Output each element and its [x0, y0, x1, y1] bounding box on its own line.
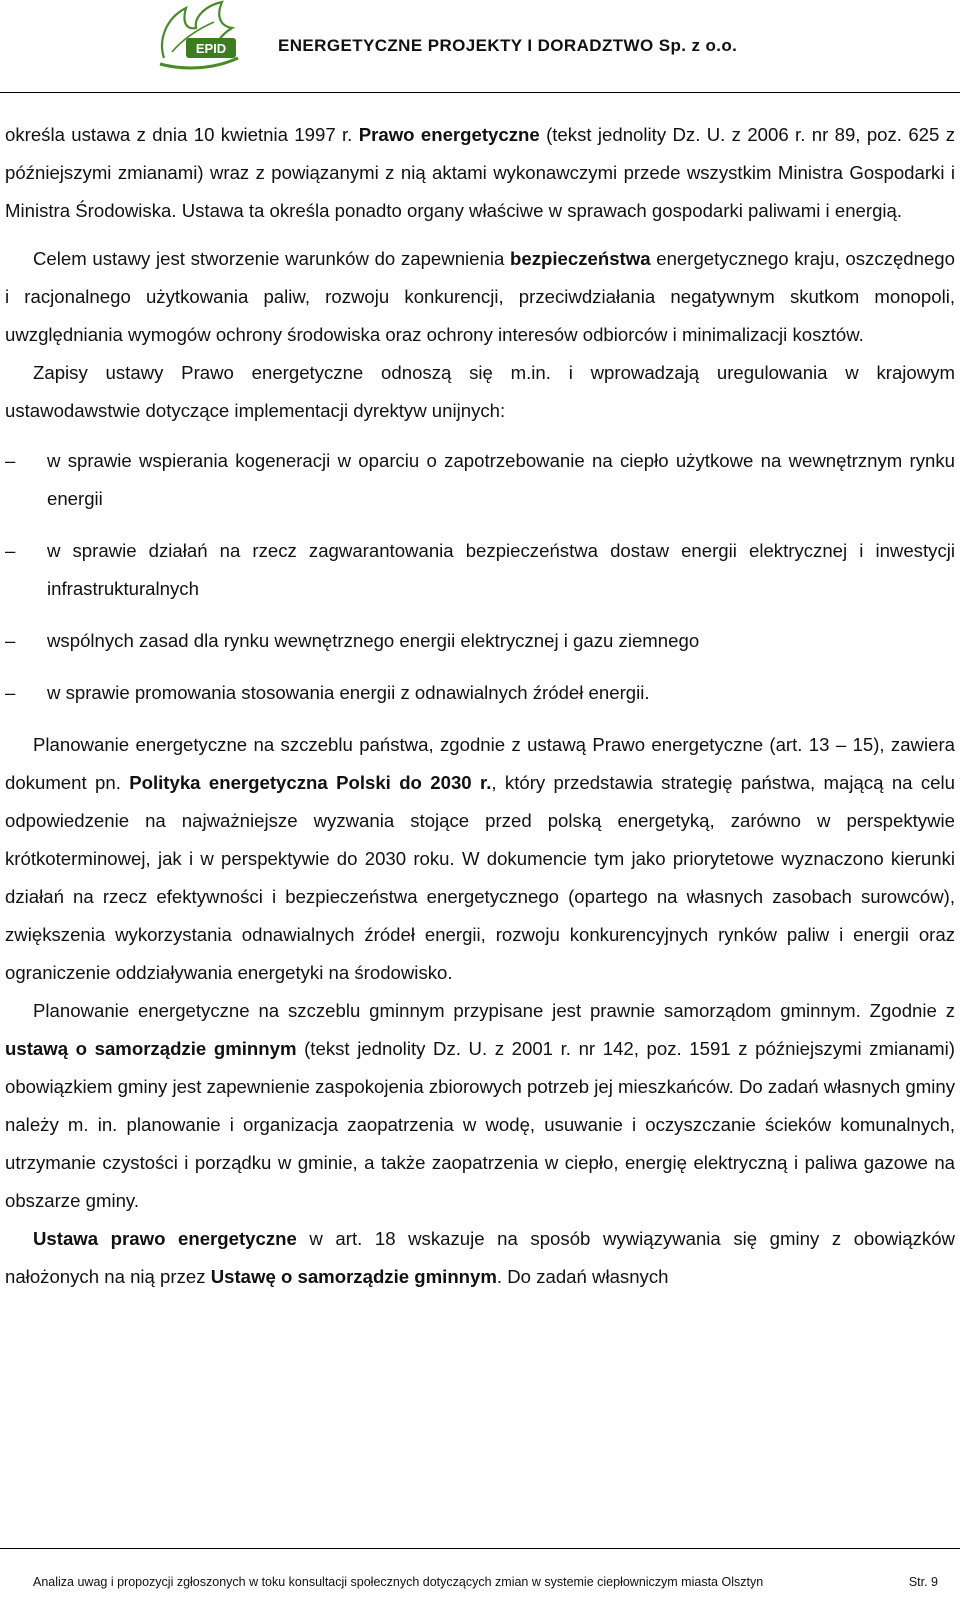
paragraph-6: Ustawa prawo energetyczne w art. 18 wskazuje na sposób wywiązywania się gminy z obowiązków nałożonych na nią przez Ustawę o samorządzie gminnym. Do zadań własnych — [5, 1228, 955, 1287]
paragraph-4: Planowanie energetyczne na szczeblu państwa, zgodnie z ustawą Prawo energetyczne (art. 13 – 15), zawiera dokument pn. Polityka energetyczna Polski do 2030 r., który przedstawia strategię państwa, mającą na celu odpowiedzenie na najważniejsze wyzwania stojące przed polską energetyką, zarówno w perspektywie krótkoterminowej, jak i w perspektywie do 2030 roku. W dokumencie tym jako priorytetowe wyznaczono kierunki działań na rzecz efektywności i bezpieczeństwa energetycznego (opartego na własnych zasobach surowców), zwiększenia wykorzystania odnawialnych źródeł energii, rozwoju konkurencyjnych rynków paliw i energii oraz ograniczenie oddziaływania energetyki na środowisko. — [5, 734, 955, 983]
page-footer — [33, 1575, 938, 1589]
svg-text:EPID: EPID — [195, 41, 227, 56]
paragraph-5: Planowanie energetyczne na szczeblu gminnym przypisane jest prawnie samorządom gminnym. Zgodnie z ustawą o samorządzie gminnym (tekst jednolity Dz. U. z 2001 r. nr 142, poz. 1591 z późniejszymi zmianami) obowiązkiem gminy jest zapewnienie zaspokojenia zbiorowych potrzeb jej mieszkańców. Do zadań własnych gminy należy m. in. planowanie i organizacja zaopatrzenia w wodę, usuwanie i oczyszczanie ścieków komunalnych, utrzymanie czystości i porządku w gminie, a także zaopatrzenia w ciepło, energię elektryczną i paliwa gazowe na obszarze gminy. — [5, 1000, 955, 1211]
list-item: – wspólnych zasad dla rynku wewnętrznego energii elektrycznej i gazu ziemnego — [5, 630, 700, 651]
paragraph-2: Celem ustawy jest stworzenie warunków do zapewnienia bezpieczeństwa energetycznego kraju, oszczędnego i racjonalnego użytkowania paliw, rozwoju konkurencji, przeciwdziałania negatywnym skutkom monopoli, uwzględniania wymogów ochrony środowiska oraz ochrony interesów odbiorców i minimalizacji kosztów. — [5, 248, 955, 345]
epid-logo — [152, 0, 244, 76]
page-header — [0, 0, 960, 92]
company-name: ENERGETYCZNE PROJEKTY I DORADZTWO Sp. z o.o. — [278, 36, 738, 55]
footer-title: Analiza uwag i propozycji zgłoszonych w toku konsultacji społecznych dotyczących zmian w systemie ciepłowniczym miasta Olsztyn — [33, 1575, 764, 1589]
directives-list — [5, 442, 955, 712]
list-item: – w sprawie działań na rzecz zagwarantowania bezpieczeństwa dostaw energii elektrycznej i inwestycji infrastrukturalnych — [5, 540, 955, 599]
footer-divider — [0, 1548, 960, 1549]
list-item: – w sprawie promowania stosowania energii z odnawialnych źródeł energii. — [5, 682, 650, 703]
page-number: Str. 9 — [908, 1575, 938, 1589]
paragraph-1: określa ustawa z dnia 10 kwietnia 1997 r. Prawo energetyczne (tekst jednolity Dz. U. z 2006 r. nr 89, poz. 625 z późniejszymi zmianami) wraz z powiązanymi z nią aktami wykonawczymi przede wszystkim Ministra Gospodarki i Ministra Środowiska. Ustawa ta określa ponadto organy właściwe w sprawach gospodarki paliwami i energią. — [5, 124, 955, 221]
header-divider — [0, 92, 960, 93]
list-item: – w sprawie wspierania kogeneracji w oparciu o zapotrzebowanie na ciepło użytkowe na wewnętrznym rynku energii — [5, 450, 955, 509]
paragraph-3: Zapisy ustawy Prawo energetyczne odnoszą się m.in. i wprowadzają uregulowania w krajowym ustawodawstwie dotyczące implementacji dyrektyw unijnych: — [5, 362, 955, 421]
document-body — [5, 116, 955, 1296]
